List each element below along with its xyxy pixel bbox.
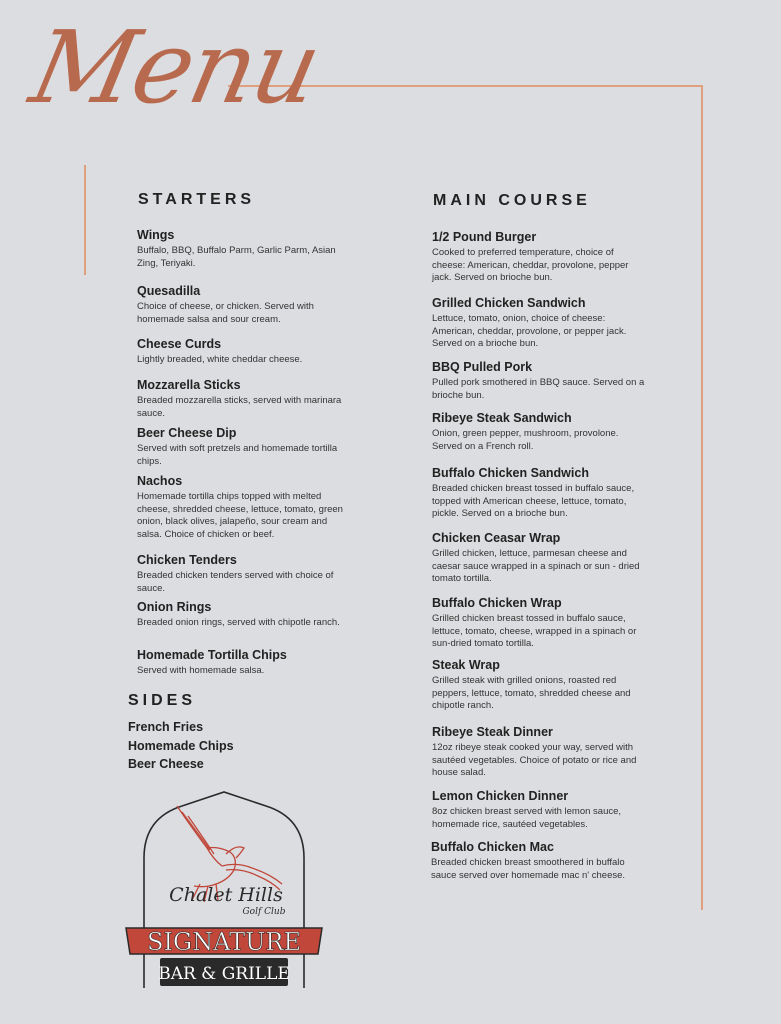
item-desc: Cooked to preferred temperature, choice of cheese: American, cheddar, provolone, pepper jack. Served on brioche bun. (432, 247, 629, 283)
item-name: Buffalo Chicken Wrap (432, 596, 562, 610)
frame-line-right (701, 85, 703, 910)
item-desc: Pulled pork smothered in BBQ sauce. Served on a brioche bun. (432, 377, 645, 401)
starter-item (137, 378, 352, 420)
main-item (432, 596, 647, 651)
frame-line-left (84, 165, 86, 275)
main-item (432, 411, 647, 453)
item-name: Nachos (137, 474, 183, 488)
sides-heading: SIDES (128, 692, 197, 709)
logo-subtitle: Golf Club (242, 907, 286, 917)
item-name: Ribeye Steak Dinner (432, 725, 553, 739)
main-item (432, 531, 647, 586)
item-desc: Served with homemade salsa. (137, 665, 265, 676)
item-desc: Breaded chicken breast tossed in buffalo sauce, topped with American cheese, lettuce, tomato, pickle. Served on a brioche bun. (432, 483, 635, 519)
item-name: Lemon Chicken Dinner (432, 789, 569, 803)
side-item: Homemade Chips (128, 739, 234, 753)
main-item (431, 840, 646, 882)
item-name: Grilled Chicken Sandwich (432, 296, 586, 310)
starter-item (137, 648, 352, 678)
item-desc: Served with soft pretzels and homemade tortilla chips. (137, 443, 338, 467)
item-desc: 8oz chicken breast served with lemon sauce, homemade rice, sautéed vegetables. (432, 806, 622, 830)
item-name: Buffalo Chicken Sandwich (432, 466, 589, 480)
logo-banner-text: SIGNATURE (147, 928, 301, 956)
item-name: Chicken Ceasar Wrap (432, 531, 561, 545)
item-name: Quesadilla (137, 284, 201, 298)
item-name: Ribeye Steak Sandwich (432, 411, 572, 425)
item-desc: Grilled chicken, lettuce, parmesan cheese and caesar sauce wrapped in a spinach or sun - dried tomato tortilla. (432, 548, 640, 584)
main-item (432, 725, 647, 780)
item-name: Steak Wrap (432, 658, 500, 672)
item-name: Wings (137, 228, 175, 242)
starter-item (137, 228, 352, 270)
main-item (432, 360, 647, 402)
item-name: Buffalo Chicken Mac (431, 840, 554, 854)
main-course-heading: MAIN COURSE (433, 192, 591, 209)
item-name: Onion Rings (137, 600, 212, 614)
main-item (432, 658, 647, 713)
item-desc: Homemade tortilla chips topped with melted cheese, shredded cheese, lettuce, tomato, green onion, black olives, jalapeño, sour cream and salsa. Choice of chicken or beef. (137, 491, 343, 540)
item-name: Cheese Curds (137, 337, 222, 351)
item-desc: Breaded onion rings, served with chipotle ranch. (137, 617, 340, 628)
item-name: Mozzarella Sticks (137, 378, 241, 392)
item-name: Beer Cheese Dip (137, 426, 237, 440)
main-item (432, 466, 647, 521)
item-desc: Breaded chicken breast smoothered in buffalo sauce served over homemade mac n' cheese. (431, 857, 626, 881)
logo-plate-text: BAR & GRILLE (158, 964, 290, 984)
starter-item (137, 474, 352, 541)
item-name: 1/2 Pound Burger (432, 230, 537, 244)
main-item (432, 230, 647, 285)
item-name: Chicken Tenders (137, 553, 237, 567)
starters-heading: STARTERS (138, 191, 256, 208)
side-item: French Fries (128, 720, 204, 734)
starter-item (137, 284, 352, 326)
item-desc: Breaded mozzarella sticks, served with marinara sauce. (137, 395, 342, 419)
main-item (432, 296, 647, 351)
logo-name: Chalet Hills (169, 884, 283, 906)
item-name: BBQ Pulled Pork (432, 360, 533, 374)
item-desc: Grilled chicken breast tossed in buffalo sauce, lettuce, tomato, cheese, wrapped in a spinach or sun-dried tomato tortilla. (432, 613, 637, 649)
item-desc: 12oz ribeye steak cooked your way, served with sautéed vegetables. Choice of potato or rice and house salad. (432, 742, 637, 778)
item-desc: Lettuce, tomato, onion, choice of cheese: American, cheddar, provolone, or pepper jack. Served on a brioche bun. (432, 313, 627, 349)
menu-title: Menu (21, 9, 329, 126)
main-item (432, 789, 647, 831)
item-desc: Choice of cheese, or chicken. Served with homemade salsa and sour cream. (137, 301, 314, 325)
starter-item (137, 337, 352, 367)
starter-item (137, 426, 352, 468)
item-desc: Grilled steak with grilled onions, roasted red peppers, lettuce, tomato, shredded cheese and chipotle ranch. (432, 675, 631, 711)
starter-item (137, 553, 352, 595)
item-desc: Lightly breaded, white cheddar cheese. (137, 354, 303, 365)
side-item: Beer Cheese (128, 757, 204, 771)
item-desc: Breaded chicken tenders served with choice of sauce. (137, 570, 334, 594)
chalet-hills-logo (122, 788, 327, 1008)
item-name: Homemade Tortilla Chips (137, 648, 287, 662)
item-desc: Buffalo, BBQ, Buffalo Parm, Garlic Parm, Asian Zing, Teriyaki. (137, 245, 336, 269)
starter-item (137, 600, 352, 630)
item-desc: Onion, green pepper, mushroom, provolone. Served on a French roll. (432, 428, 619, 452)
